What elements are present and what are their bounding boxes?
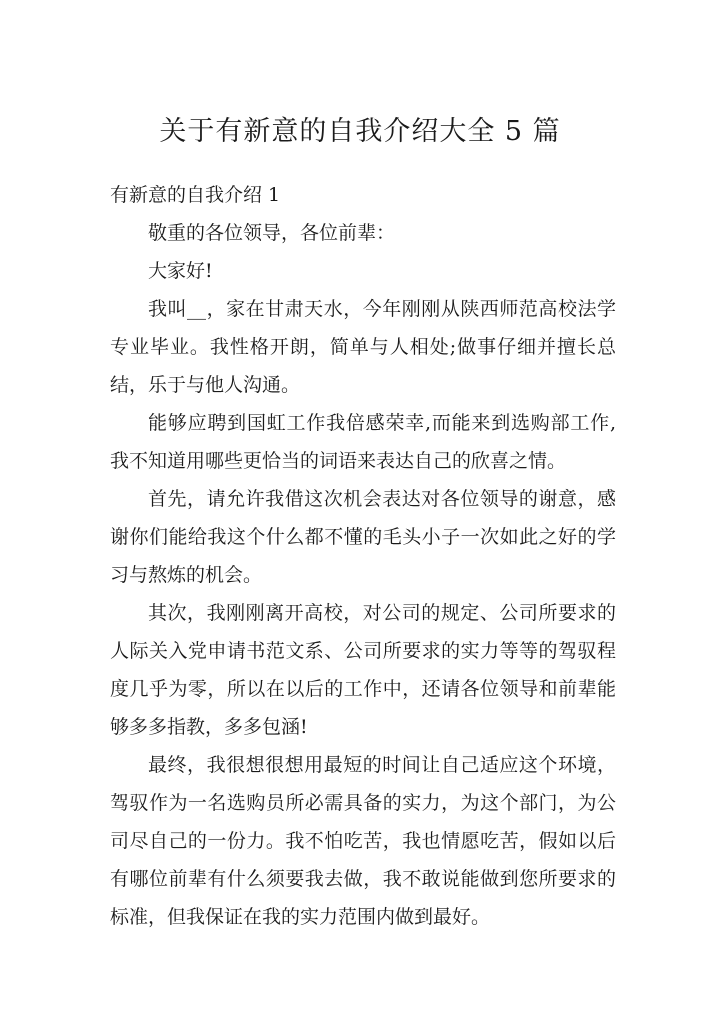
paragraph-request: 其次，我刚刚离开高校，对公司的规定、公司所要求的人际关入党申请书范文系、公司所要求的实力等等的驾驭程度几乎为零，所以在以后的工作中，还请各位领导和前辈能够多多指教，多多包涵! [110, 602, 616, 738]
paragraph-honor: 能够应聘到国虹工作我倍感荣幸,而能来到选购部工作,我不知道用哪些更恰当的词语来表达自己的欣喜之情。 [110, 412, 616, 472]
paragraph-commitment: 最终，我很想很想用最短的时间让自己适应这个环境，驾驭作为一名选购员所必需具备的实力，为这个部门，为公司尽自己的一份力。我不怕吃苦，我也情愿吃苦，假如以后有哪位前辈有什么须要我去做，我不敢说能做到您所要求的标准，但我保证在我的实力范围内做到最好。 [110, 754, 616, 928]
section-heading: 有新意的自我介绍 1 [110, 184, 281, 206]
paragraph-hello: 大家好! [148, 260, 213, 282]
paragraph-introduction: 我叫__，家在甘肃天水，今年刚刚从陕西师范高校法学专业毕业。我性格开朗，简单与人相处;做事仔细并擅长总结，乐于与他人沟通。 [110, 298, 616, 396]
document-body [110, 176, 616, 936]
paragraph-thanks: 首先，请允许我借这次机会表达对各位领导的谢意，感谢你们能给我这个什么都不懂的毛头小子一次如此之好的学习与熬炼的机会。 [110, 488, 616, 586]
document-title: 关于有新意的自我介绍大全 5 篇 [159, 116, 561, 147]
paragraph-greeting: 敬重的各位领导，各位前辈： [148, 222, 396, 244]
